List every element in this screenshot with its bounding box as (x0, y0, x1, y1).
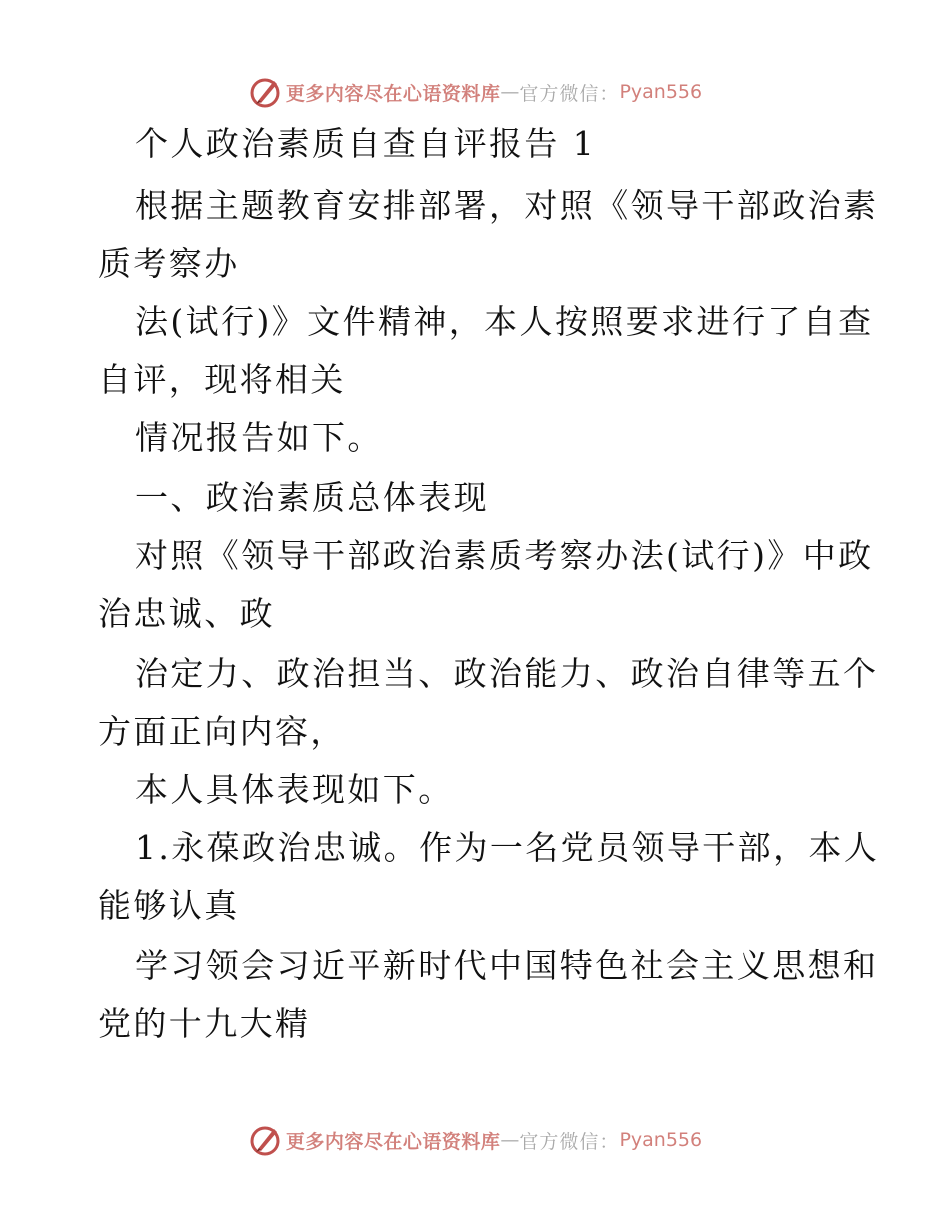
paragraph-line: 法(试行)》文件精神，本人按照要求进行了自查 (135, 302, 874, 341)
header-watermark-banner (0, 72, 950, 112)
banner-wechat-id: Pyan556 (619, 1129, 703, 1151)
paragraph-line: 本人具体表现如下。 (135, 770, 454, 809)
paragraph-line: 对照《领导干部政治素质考察办法(试行)》中政 (135, 536, 874, 575)
banner-official-label: 官方微信： (519, 82, 620, 105)
quill-pen-logo-icon (248, 75, 282, 109)
paragraph-line: 治定力、政治担当、政治能力、政治自律等五个 (135, 654, 879, 693)
paragraph-line: 情况报告如下。 (135, 418, 383, 457)
paragraph-line: 自评，现将相关 (98, 360, 346, 399)
document-title: 个人政治素质自查自评报告 1 (135, 124, 597, 163)
banner-brand-text: 更多内容尽在心语资料库 (285, 82, 501, 105)
footer-watermark-banner (0, 1120, 950, 1160)
paragraph-line: 根据主题教育安排部署，对照《领导干部政治素 (135, 186, 879, 225)
banner-wechat-id: Pyan556 (619, 81, 703, 103)
paragraph-line: 治忠诚、政 (98, 594, 275, 633)
paragraph-line: 党的十九大精 (98, 1004, 311, 1043)
paragraph-line: 学习领会习近平新时代中国特色社会主义思想和 (135, 946, 879, 985)
banner-separator: — (500, 1129, 520, 1151)
banner-separator: — (500, 81, 520, 103)
paragraph-line: 质考察办 (98, 244, 240, 283)
quill-pen-logo-icon (248, 1123, 282, 1157)
paragraph-line: 能够认真 (98, 886, 240, 925)
paragraph-line: 方面正向内容， (98, 712, 346, 751)
section-heading: 一、政治素质总体表现 (135, 478, 489, 517)
banner-official-label: 官方微信： (519, 1130, 620, 1153)
paragraph-line: 1.永葆政治忠诚。作为一名党员领导干部，本人 (135, 828, 880, 867)
banner-brand-text: 更多内容尽在心语资料库 (285, 1130, 501, 1153)
